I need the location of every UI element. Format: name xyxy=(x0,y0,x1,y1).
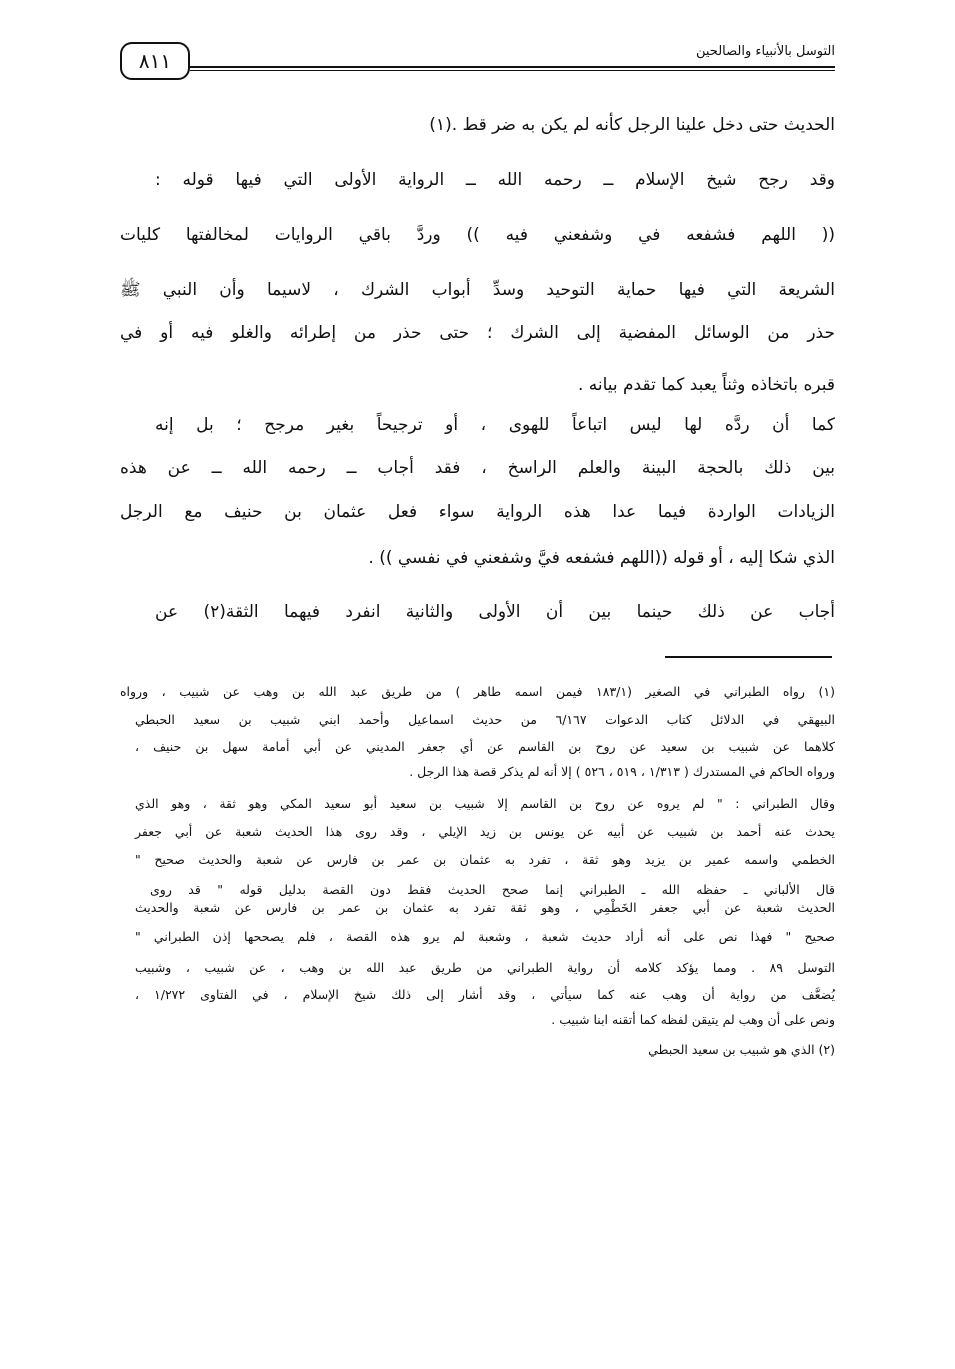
footnote-line: التوسل ٨٩ . ومما يؤكد كلامه أن رواية الطبراني من طريق عبد الله بن وهب ، عن شبيب ، وشبيب xyxy=(135,960,835,975)
text-line: كما أن ردَّه لها ليس اتباعاً للهوى ، أو ترجيحاً بغير مرجح ؛ بل إنه xyxy=(155,415,835,435)
text-line: (( اللهم فشفعه في وشفعني فيه )) وردَّ باقي الروايات لمخالفتها كليات xyxy=(120,225,835,245)
footnote-line: كلاهما عن شبيب بن سعيد عن روح بن القاسم عن أي جعفر المديني عن أبي أمامة سهل بن حنيف ، xyxy=(135,739,835,754)
text-line: حذر من الوسائل المفضية إلى الشرك ؛ حتى حذر من إطرائه والغلو فيه أو في xyxy=(120,323,835,343)
footnote-line: قال الألباني ـ حفظه الله ـ الطبراني إنما صحح الحديث فقط دون القصة بدليل قوله " قد روى xyxy=(150,882,835,897)
footnote-line: وقال الطبراني : " لم يروه عن روح بن القاسم إلا شبيب بن سعيد أبو سعيد المكي وهو ثقة ، وهو الذي xyxy=(135,796,835,811)
text-line: الزيادات الواردة فيما عدا هذه الرواية سواء فعل عثمان بن حنيف مع الرجل xyxy=(120,502,835,522)
footnote-line: الحديث شعبة عن أبي جعفر الخَطْمِي ، وهو ثقة تفرد به عثمان بن عمر بن فارس عن شعبة والحديث xyxy=(135,900,835,915)
running-header-title: التوسل بالأنبياء والصالحين xyxy=(690,44,835,59)
footnote-line: ورواه الحاكم في المستدرك ( ١/٣١٣ ، ٥١٩ ، ٥٢٦ ) إلا أنه لم يذكر قصة هذا الرجل . xyxy=(409,764,835,779)
footnote-line: الخطمي واسمه عمير بن يزيد وهو ثقة ، تفرد به عثمان بن عمر بن فارس عن شعبة والحديث صحيح " xyxy=(135,852,835,867)
header-rule xyxy=(190,66,835,68)
footnote-line: يُضعَّف من رواية أن وهب عنه كما سيأتي ، وقد أشار إلى ذلك شيخ الإسلام ، في الفتاوى ١/٢٧٢ ، xyxy=(135,987,835,1002)
page-number: ٨١١ xyxy=(120,42,190,80)
header-rule-thin xyxy=(190,70,835,71)
text-line: وقد رجح شيخ الإسلام ــ رحمه الله ــ الرواية الأولى التي فيها قوله : xyxy=(155,170,835,190)
text-line: قبره باتخاذه وثناً يعبد كما تقدم بيانه . xyxy=(577,375,835,395)
text-line: بين ذلك بالحجة البينة والعلم الراسخ ، فقد أجاب ــ رحمه الله ــ عن هذه xyxy=(120,458,835,478)
footnote-divider xyxy=(665,656,832,658)
text-line: الذي شكا إليه ، أو قوله ((اللهم فشفعه فيَّ وشفعني في نفسي )) . xyxy=(368,548,835,568)
footnote-line: صحيح " فهذا نص على أنه أراد حديث شعبة ، وشعبة لم يرو هذه القصة ، فلم يصححها إذن الطبراني " xyxy=(135,929,835,944)
footnote-line: (٢) الذي هو شبيب بن سعيد الحبطي xyxy=(648,1042,835,1057)
footnote-line: ونص على أن وهب لم يتيقن لفظه كما أتقنه ابنا شبيب . xyxy=(551,1012,835,1027)
text-line: الحديث حتى دخل علينا الرجل كأنه لم يكن به ضر قط .(١) xyxy=(429,115,835,135)
text-line: أجاب عن ذلك حينما بين أن الأولى والثانية انفرد فيهما الثقة(٢) عن xyxy=(155,602,835,622)
footnote-line: البيهقي في الدلائل كتاب الدعوات ٦/١٦٧ من حديث اسماعيل وأحمد ابني شبيب بن سعيد الحبطي xyxy=(135,712,836,727)
text-line: الشريعة التي فيها حماية التوحيد وسدِّ أبواب الشرك ، لاسيما وأن النبي ﷺ xyxy=(120,280,835,300)
footnote-line: يحدث عنه أحمد بن شبيب عن أبيه عن يونس بن زيد الإيلي ، وقد روى هذا الحديث شعبة عن أبي جعفر xyxy=(135,824,835,839)
footnote-line: (١) رواه الطبراني في الصغير (١٨٣/١ فيمن اسمه طاهر ) من طريق عبد الله بن وهب عن شبيب ، ورواه xyxy=(120,684,835,699)
